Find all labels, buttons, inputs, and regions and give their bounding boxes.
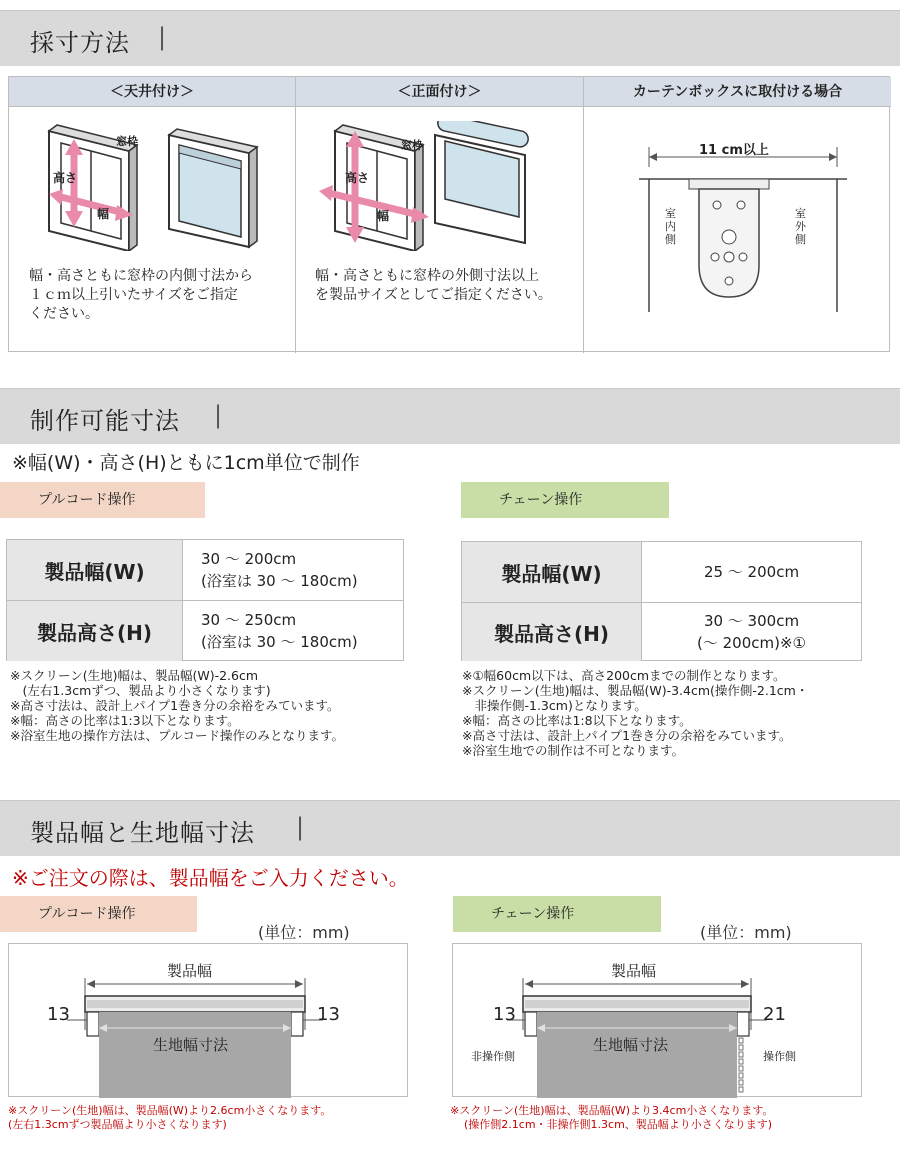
pull-width-notes: ※スクリーン(生地)幅は、製品幅(W)より2.6cm小さくなります。 (左右1.3cmずつ製品幅より小さくなります) xyxy=(8,1104,332,1131)
header-front-mount: ＜正面付け＞ xyxy=(296,77,583,107)
label-window-frame: 窓枠 xyxy=(116,135,138,148)
product-width-label: 製品幅 xyxy=(167,962,213,980)
order-warning: ※ご注文の際は、製品幅をご入力ください。 xyxy=(12,866,409,890)
table-row xyxy=(462,603,861,661)
pull-size-table xyxy=(6,539,404,661)
fabric-width-label: 生地幅寸法 xyxy=(593,1036,669,1054)
size-unit-note: ※幅(W)・高さ(H)ともに1cm単位で制作 xyxy=(12,452,360,474)
header-ceiling-mount: ＜天井付け＞ xyxy=(9,77,295,107)
front-mount-description: 幅・高さともに窓枠の外側寸法以上 を製品サイズとしてご指定ください。 xyxy=(315,268,552,303)
ceiling-mount-description: 幅・高さともに窓枠の内側寸法から １ｃｍ以上引いたサイズをご指定 ください。 xyxy=(29,268,253,322)
label-window-frame: 窓枠 xyxy=(401,139,423,152)
chain-notes: ※①幅60cm以下は、高さ200cmまでの制作となります。 ※スクリーン(生地)幅は、製品幅(W)-3.4cm(操作側-2.1cm・ 非操作側-1.3cm)となります。 ※幅：高さの比率は1:8以下となります。 ※高さ寸法は、設計上パイプ1巻き分の余裕をみています。 ※浴室生地での制作は不可となります。 xyxy=(462,668,809,758)
chain-size-table xyxy=(461,541,862,661)
section-header-measure: 採寸方法 | xyxy=(0,10,900,66)
product-width-label: 製品幅 xyxy=(611,962,657,980)
chain-width-diagram xyxy=(452,943,862,1097)
left-margin-value: 13 xyxy=(493,1004,516,1025)
right-margin-value: 21 xyxy=(763,1004,786,1025)
row-value: 25 ～ 200cm xyxy=(703,563,800,581)
label-width: 幅 xyxy=(377,209,390,223)
fabric-width-label: 生地幅寸法 xyxy=(153,1036,229,1054)
tag-pull-cord: プルコード操作 xyxy=(0,896,197,932)
table-row xyxy=(7,540,403,601)
row-value: 30 ～ 300cm (～ 200cm)※① xyxy=(697,612,806,652)
section-title: 採寸方法 xyxy=(30,29,130,57)
row-value: 30 ～ 200cm (浴室は 30 ～ 180cm) xyxy=(201,550,358,590)
label-width: 幅 xyxy=(97,207,110,221)
section-title: 製品幅と生地幅寸法 xyxy=(30,819,255,847)
tag-pull-cord: プルコード操作 xyxy=(0,482,205,518)
row-label: 製品幅(W) xyxy=(462,542,642,602)
non-operation-side-label: 非操作側 xyxy=(471,1050,515,1063)
section-title: 制作可能寸法 xyxy=(30,407,180,435)
left-margin-value: 13 xyxy=(47,1004,70,1025)
table-row xyxy=(462,542,861,603)
section-header-fabric-width: 製品幅と生地幅寸法 | xyxy=(0,800,900,856)
ceiling-mount-illustration xyxy=(29,121,269,251)
row-label: 製品幅(W) xyxy=(7,540,183,600)
tag-chain: チェーン操作 xyxy=(453,896,661,932)
tag-chain: チェーン操作 xyxy=(461,482,669,518)
label-height: 高さ xyxy=(53,171,78,185)
indoor-side-label: 室内側 xyxy=(665,207,676,246)
section-header-sizes: 制作可能寸法 | xyxy=(0,388,900,444)
unit-label: (単位：mm) xyxy=(258,923,350,942)
row-label: 製品高さ(H) xyxy=(7,601,183,661)
right-margin-value: 13 xyxy=(317,1004,340,1025)
curtain-box-illustration xyxy=(629,137,859,317)
outdoor-side-label: 室外側 xyxy=(795,207,806,246)
front-mount-illustration xyxy=(315,121,555,251)
table-row xyxy=(7,601,403,661)
row-value: 30 ～ 250cm (浴室は 30 ～ 180cm) xyxy=(201,611,358,651)
header-curtain-box: カーテンボックスに取付ける場合 xyxy=(584,77,891,107)
row-label: 製品高さ(H) xyxy=(462,603,642,661)
chain-width-notes: ※スクリーン(生地)幅は、製品幅(W)より3.4cm小さくなります。 (操作側2.1cm・非操作側1.3cm、製品幅より小さくなります) xyxy=(450,1104,774,1131)
pull-notes: ※スクリーン(生地)幅は、製品幅(W)-2.6cm (左右1.3cmずつ、製品より小さくなります) ※高さ寸法は、設計上パイプ1巻き分の余裕をみています。 ※幅：高さの比率は1:3以下となります。 ※浴室生地の操作方法は、プルコード操作のみとなります。 xyxy=(10,668,344,743)
label-height: 高さ xyxy=(345,171,370,185)
operation-side-label: 操作側 xyxy=(763,1050,796,1063)
measure-method-table xyxy=(8,76,890,352)
pull-width-diagram xyxy=(8,943,408,1097)
dimension-label: 11 cm以上 xyxy=(699,143,769,158)
unit-label: (単位：mm) xyxy=(700,923,792,942)
